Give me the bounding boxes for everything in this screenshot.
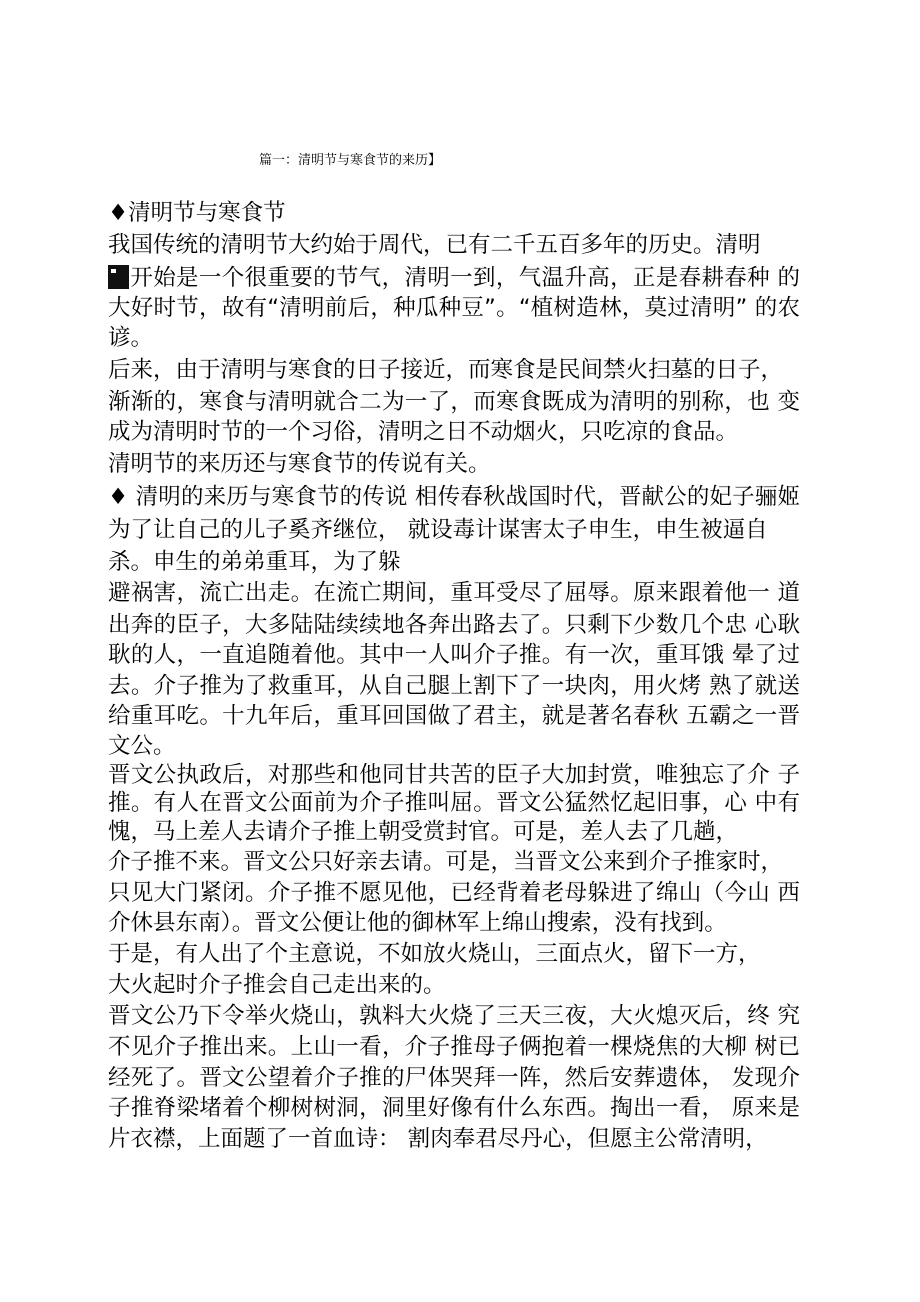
- text-line: 不见介子推出来。上山一看，介子推母子俩抱着一棵烧焦的大柳 树已: [108, 1034, 800, 1060]
- text-line: 谚。: [108, 325, 154, 351]
- text-line: [108, 263, 800, 293]
- text-line: 给重耳吃。十九年后，重耳回国做了君主，就是著名春秋 五霸之一晋: [108, 703, 800, 729]
- text-line: 渐渐的，寒食与清明就合二为一了，而寒食既成为清明的别称，也 变: [108, 389, 800, 415]
- text-line: 清明节的来历还与寒食节的传说有关。: [108, 451, 491, 477]
- text-line: 于是，有人出了个主意说，不如放火烧山，三面点火，留下一方，: [108, 941, 761, 967]
- text-line: 介子推不来。晋文公只好亲去请。可是，当晋文公来到介子推家时，: [108, 849, 784, 875]
- text-line: 成为清明时节的一个习俗，清明之日不动烟火，只吃凉的食品。: [108, 419, 739, 445]
- text-line: 只见大门紧闭。介子推不愿见他，已经背着老母躲进了绵山（今山 西: [108, 880, 800, 906]
- text-line: 介休县东南）。晋文公便让他的御林军上绵山搜索，没有找到。: [108, 910, 727, 936]
- section-heading: ♦清明节与寒食节: [108, 200, 286, 226]
- text-line: 为了让自己的儿子奚齐继位， 就设毒计谋害太子申生，申生被逼自: [108, 517, 768, 543]
- text-line: 大火起时介子推会自己走出来的。: [108, 972, 446, 998]
- text-line: 晋文公执政后，对那些和他同甘共苦的臣子大加封赏，唯独忘了介 子: [108, 762, 800, 788]
- article-header: 篇一：清明节与寒食节的来历】: [259, 153, 442, 168]
- text-line: 文公。: [108, 733, 176, 759]
- text-line: 大好时节，故有“清明前后，种瓜种豆”。“植树造林，莫过清明” 的农: [108, 295, 800, 321]
- text-line: 晋文公乃下令举火烧山，孰料大火烧了三天三夜，大火熄灭后，终 究: [108, 1003, 800, 1029]
- text-line: 出奔的臣子，大多陆陆续续地各奔出路去了。只剩下少数几个忠 心耿: [108, 612, 800, 638]
- section-heading-line: ♦ 清明的来历与寒食节的传说 相传春秋战国时代，晋献公的妃子骊姬: [108, 484, 800, 510]
- text-line: 我国传统的清明节大约始于周代，已有二千五百多年的历史。清明: [108, 232, 761, 258]
- embedded-image-icon: [108, 265, 129, 289]
- text-line: 推。有人在晋文公面前为介子推叫屈。晋文公猛然忆起旧事，心 中有: [108, 790, 800, 816]
- text-line: 片衣襟，上面题了一首血诗： 割肉奉君尽丹心，但愿主公常清明，: [108, 1126, 768, 1152]
- text-line: 子推脊梁堵着个柳树树洞，洞里好像有什么东西。掏出一看， 原来是: [108, 1095, 800, 1121]
- text-line-content: 开始是一个很重要的节气，清明一到，气温升高，正是春耕春种 的: [130, 265, 800, 291]
- text-line: 经死了。晋文公望着介子推的尸体哭拜一阵，然后安葬遗体， 发现介: [108, 1065, 800, 1091]
- text-line: 愧，马上差人去请介子推上朝受赏封官。可是，差人去了几趟，: [108, 819, 739, 845]
- text-line: 去。介子推为了救重耳，从自己腿上割下了一块肉，用火烤 熟了就送: [108, 673, 800, 699]
- text-line: 后来，由于清明与寒食的日子接近，而寒食是民间禁火扫墓的日子，: [108, 357, 784, 383]
- text-line: 杀。申生的弟弟重耳，为了躲: [108, 549, 401, 575]
- text-line: 避祸害，流亡出走。在流亡期间，重耳受尽了屈辱。原来跟着他一 道: [108, 580, 800, 606]
- text-line: 耿的人，一直追随着他。其中一人叫介子推。有一次，重耳饿 晕了过: [108, 642, 800, 668]
